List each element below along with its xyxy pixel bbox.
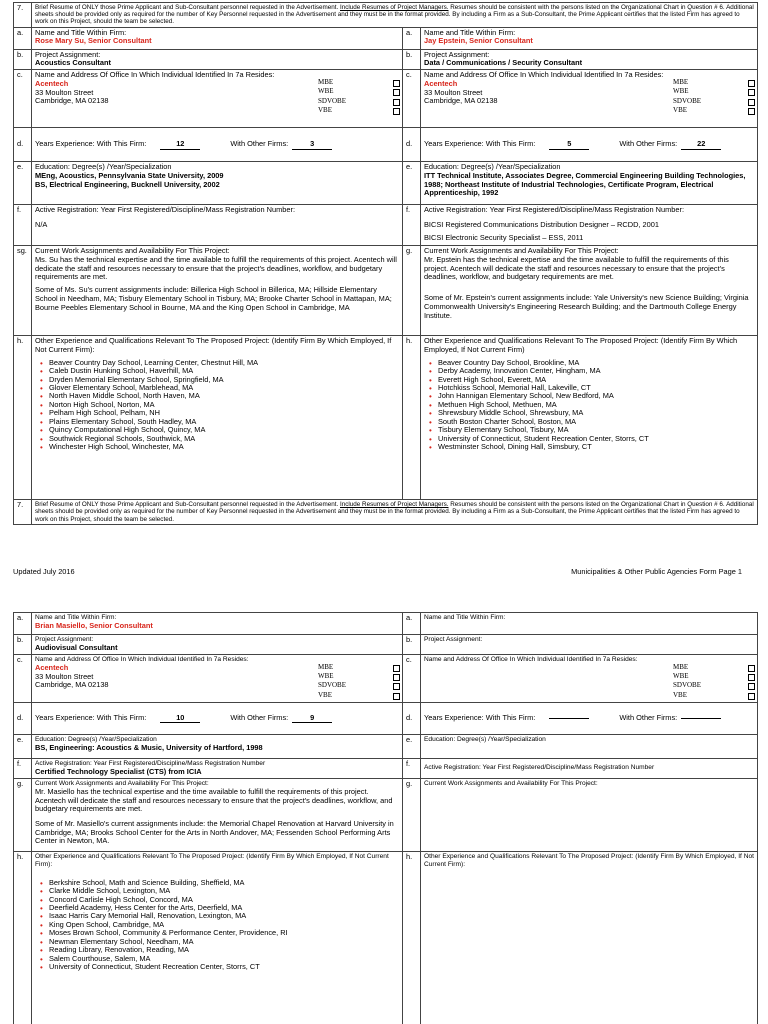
field-label: Education: Degree(s) /Year/Specialization	[424, 162, 561, 172]
person3-education: BS, Engineering: Acoustics & Music, University of Hartford, 1998	[35, 742, 263, 752]
field-label: Current Work Assignments and Availability For This Project:	[424, 780, 598, 787]
person2-assignment-cell	[421, 49, 758, 69]
cert-wbe-checkbox[interactable]	[393, 89, 400, 96]
years-other-label: With Other Firms:	[619, 713, 678, 723]
cert-sdvobe-checkbox[interactable]	[393, 99, 400, 106]
instructions-underlined: Include Resumes of Project Managers.	[340, 4, 449, 11]
cert-sdvobe-label: SDVOBE	[673, 96, 702, 105]
label-e: e.	[14, 162, 32, 205]
label-h: h.	[14, 852, 32, 1024]
label-d: d.	[14, 703, 32, 735]
field-label: Name and Title Within Firm:	[424, 614, 506, 621]
list-item: • Reading Library, Renovation, Reading, MA	[49, 946, 399, 954]
field-label: Education: Degree(s) /Year/Specialization	[424, 736, 546, 743]
person1-years-firm: 12	[160, 140, 200, 150]
field-label: Name and Title Within Firm:	[35, 27, 127, 37]
person2-registration-1: BICSI Registered Communications Distribution Designer – RCDD, 2001	[424, 219, 659, 229]
empty-assignment-cell	[421, 635, 758, 655]
list-item: • John Hannigan Elementary School, New Bedford, MA	[438, 392, 754, 400]
resume-table-page-1	[13, 2, 758, 525]
row-b-assignment	[14, 635, 758, 655]
empty-office-cell	[421, 655, 758, 703]
list-item: • Beaver Country Day School, Learning Center, Chestnut Hill, MA	[49, 359, 399, 367]
empty-name-cell	[421, 613, 758, 635]
cert-sdvobe-label: SDVOBE	[318, 681, 347, 690]
row-h-other-experience	[14, 852, 758, 1024]
list-item: • University of Connecticut, Student Recreation Center, Storrs, CT	[438, 435, 754, 443]
field-label: Name and Address Of Office In Which Individual Identified In 7a Resides:	[424, 656, 638, 663]
page-gap	[0, 582, 768, 612]
years-other-label: With Other Firms:	[230, 139, 289, 149]
firm-city: Cambridge, MA 02138	[35, 680, 109, 690]
field-label: Name and Title Within Firm:	[35, 614, 117, 621]
cert-wbe-label: WBE	[318, 672, 334, 681]
row-h-other-experience	[14, 336, 758, 500]
firm-street: 33 Moulton Street	[35, 671, 94, 681]
certification-list	[318, 78, 400, 115]
cert-mbe-label: MBE	[673, 78, 689, 87]
label-h: h.	[403, 852, 421, 1024]
cert-vbe-checkbox[interactable]	[393, 108, 400, 115]
person3-education-cell	[32, 735, 403, 759]
list-item: • Westminster School, Dining Hall, Simsbury, CT	[438, 443, 754, 451]
cert-vbe-checkbox[interactable]	[748, 108, 755, 115]
years-firm-label: Years Experience: With This Firm:	[424, 713, 536, 723]
empty-years-other[interactable]	[681, 718, 721, 719]
field-label: Name and Address Of Office In Which Individual Identified In 7a Resides:	[424, 70, 664, 80]
cert-mbe-label: MBE	[318, 663, 334, 671]
field-label: Name and Title Within Firm:	[424, 27, 516, 37]
cert-sdvobe-checkbox[interactable]	[393, 683, 400, 690]
person2-education: ITT Technical Institute, Associates Degree, Commercial Engineering Building Technologies, 1988; Northeast Institute of Industrial Technologies, Certificate Program, Electrical Apprenticeship, 1992	[424, 170, 746, 198]
field-label: Other Experience and Qualifications Relevant To The Proposed Project: (Identify Firm By Which Employed, If Not Current Firm):	[35, 853, 389, 868]
person1-name: Rose Mary Su, Senior Consultant	[35, 36, 152, 46]
person1-registration-cell	[32, 205, 403, 246]
person3-assignment: Audiovisual Consultant	[35, 642, 118, 652]
person1-education-2: BS, Electrical Engineering, Bucknell University, 2002	[35, 179, 220, 189]
section-7-instructions	[32, 500, 758, 525]
list-item: • Pelham High School, Pelham, NH	[49, 409, 399, 417]
list-item: • North Haven Middle School, North Haven, MA	[49, 392, 399, 400]
label-d: d.	[403, 128, 421, 162]
person3-years-cell	[32, 703, 403, 735]
person1-experience-cell	[32, 336, 403, 500]
person2-registration-2: BICSI Electronic Security Specialist – ESS, 2011	[424, 232, 584, 242]
firm-street: 33 Moulton Street	[424, 87, 483, 97]
person3-current-1: Mr. Masiello has the technical expertise and the time available to fulfill the requirements of this project. Acentech will dedicate the staff and resources necessary to ensure that the project's deadlines, workflow, and budgetary requirements are met.	[35, 786, 393, 814]
label-g: g.	[403, 246, 421, 336]
cert-wbe-label: WBE	[673, 87, 689, 96]
instructions-suffix: Resumes should be consistent with the persons listed on the Organizational Chart in Question # 6. Additional sheets should be provided only as required for the number of Key Personnel requested in the Advertisement and they must be in the format provided. By including a Firm as a Sub-Consultant, the Prime Applicant certifies that the listed Firm has agreed to work on this Project, should the team be selected.	[35, 4, 754, 26]
label-a: a.	[403, 27, 421, 49]
person2-registration-cell	[421, 205, 758, 246]
list-item: • South Boston Charter School, Boston, MA	[438, 418, 754, 426]
section-7-footer-row	[14, 500, 758, 525]
cert-vbe-label: VBE	[318, 690, 332, 699]
cert-mbe-label: MBE	[673, 663, 689, 671]
person1-name-cell	[32, 27, 403, 49]
field-label: Project Assignment:	[35, 49, 101, 59]
person1-years-other: 3	[292, 140, 332, 150]
cert-wbe-label: WBE	[318, 87, 334, 96]
person3-registration-cell	[32, 759, 403, 779]
row-e-education	[14, 162, 758, 205]
person1-project-list	[35, 359, 399, 452]
person2-years-other: 22	[681, 140, 721, 150]
list-item: • Deerfield Academy, Hess Center for the Arts, Deerfield, MA	[49, 904, 399, 912]
firm-city: Cambridge, MA 02138	[35, 96, 109, 106]
field-label: Current Work Assignments and Availability For This Project:	[35, 246, 230, 256]
cert-mbe-label: MBE	[318, 78, 334, 87]
list-item: • Everett High School, Everett, MA	[438, 376, 754, 384]
list-item: • Shrewsbury Middle School, Shrewsbury, MA	[438, 409, 754, 417]
form-page-2	[0, 612, 768, 1024]
row-d-years	[14, 703, 758, 735]
list-item: • Methuen High School, Methuen, MA	[438, 401, 754, 409]
firm-name: Acentech	[35, 662, 69, 672]
field-label: Education: Degree(s) /Year/Specialization	[35, 736, 157, 743]
label-c: c.	[403, 655, 421, 703]
person1-assignment-cell	[32, 49, 403, 69]
label-b: b.	[403, 49, 421, 69]
list-item: • Concord Carlisle High School, Concord, MA	[49, 896, 399, 904]
row-f-registration	[14, 759, 758, 779]
years-firm-label: Years Experience: With This Firm:	[424, 139, 536, 149]
cert-sdvobe-checkbox[interactable]	[748, 683, 755, 690]
empty-years-cell	[421, 703, 758, 735]
label-c: c.	[14, 655, 32, 703]
instructions-prefix: Brief Resume of ONLY those Prime Applicant and Sub-Consultant personnel requested in the Advertisement.	[35, 501, 339, 509]
footer-page: Municipalities & Other Public Agencies Form Page 1	[571, 567, 742, 576]
years-firm-label: Years Experience: With This Firm:	[35, 139, 147, 149]
person3-office-cell	[32, 655, 403, 703]
person3-name: Brian Masiello, Senior Consultant	[35, 620, 153, 630]
label-f: f.	[14, 759, 32, 779]
list-item: • Isaac Harris Cary Memorial Hall, Renovation, Lexington, MA	[49, 912, 399, 920]
field-label: Name and Address Of Office In Which Individual Identified In 7a Resides:	[35, 70, 275, 80]
field-label: Current Work Assignments and Availability For This Project:	[424, 246, 619, 256]
label-f: f.	[403, 205, 421, 246]
person3-name-cell	[32, 613, 403, 635]
list-item: • Norton High School, Norton, MA	[49, 401, 399, 409]
person2-years-firm: 5	[549, 140, 589, 150]
person3-current-cell	[32, 779, 403, 852]
person1-education-cell	[32, 162, 403, 205]
years-other-label: With Other Firms:	[230, 713, 289, 723]
list-item: • Hotchkiss School, Memorial Hall, Lakeville, CT	[438, 384, 754, 392]
list-item: • Newman Elementary School, Needham, MA	[49, 938, 399, 946]
label-c: c.	[14, 70, 32, 128]
row-b-assignment	[14, 49, 758, 69]
row-f-registration	[14, 205, 758, 246]
person3-assignment-cell	[32, 635, 403, 655]
list-item: • University of Connecticut, Student Recreation Center, Storrs, CT	[49, 963, 399, 971]
cert-mbe-checkbox[interactable]	[748, 80, 755, 87]
row-c-office	[14, 655, 758, 703]
person2-current-2: Some of Mr. Epstein's current assignments include: Yale University's new Science Building; Virginia Commonwealth University's Engineering Research Building; and the Dartmouth College Energy Institute.	[424, 293, 749, 320]
label-g: g.	[14, 779, 32, 852]
label-sg: sg.	[14, 246, 32, 336]
firm-name: Acentech	[35, 78, 69, 88]
field-label: Other Experience and Qualifications Relevant To The Proposed Project: (Identify Firm By Which Employed, If Not Current Firm)	[424, 336, 738, 354]
person3-years-firm: 10	[160, 714, 200, 724]
years-other-label: With Other Firms:	[619, 139, 678, 149]
cert-vbe-label: VBE	[673, 690, 687, 699]
field-label: Other Experience and Qualifications Relevant To The Proposed Project: (Identify Firm By Which Employed, If Not Current Firm):	[35, 336, 392, 354]
label-e: e.	[403, 162, 421, 205]
list-item: • Berkshire School, Math and Science Building, Sheffield, MA	[49, 879, 399, 887]
resume-table-page-2	[13, 612, 758, 1024]
footer-updated: Updated July 2016	[13, 567, 75, 576]
cert-vbe-label: VBE	[673, 105, 688, 114]
cert-mbe-checkbox[interactable]	[393, 80, 400, 87]
list-item: • Beaver Country Day School, Brookline, MA	[438, 359, 754, 367]
section-7-instructions	[32, 3, 758, 28]
field-label: Active Registration: Year First Registered/Discipline/Mass Registration Number:	[424, 205, 685, 215]
field-label: Active Registration: Year First Registered/Discipline/Mass Registration Number	[35, 760, 266, 767]
cert-wbe-checkbox[interactable]	[748, 89, 755, 96]
label-a: a.	[14, 27, 32, 49]
instructions-suffix: Resumes should be consistent with the persons listed on the Organizational Chart in Question # 6. Additional sheets should be provided only as required for the number of Key Personnel requested in the Advertisement and they must be in the format provided. By including a Firm as a Sub-Consultant, the Prime Applicant certifies that the listed Firm has agreed to work on this Project, should the team be selected.	[35, 501, 754, 523]
firm-name: Acentech	[424, 78, 458, 88]
cert-mbe-checkbox[interactable]	[393, 665, 400, 672]
field-label: Other Experience and Qualifications Relevant To The Proposed Project: (Identify Firm By Which Employed, If Not Current Firm):	[424, 853, 754, 868]
empty-current-cell	[421, 779, 758, 852]
person2-education-cell	[421, 162, 758, 205]
person2-assignment: Data / Communications / Security Consultant	[424, 58, 583, 68]
person3-project-list	[35, 879, 399, 972]
cert-sdvobe-label: SDVOBE	[318, 96, 347, 105]
person2-name-cell	[421, 27, 758, 49]
label-7: 7.	[14, 500, 32, 525]
person2-project-list	[424, 359, 754, 452]
label-c: c.	[403, 70, 421, 128]
person2-current-cell	[421, 246, 758, 336]
firm-city: Cambridge, MA 02138	[424, 96, 498, 106]
label-b: b.	[14, 635, 32, 655]
label-d: d.	[14, 128, 32, 162]
list-item: • Clarke Middle School, Lexington, MA	[49, 887, 399, 895]
person1-current-cell	[32, 246, 403, 336]
person3-registration: Certified Technology Specialist (CTS) from ICIA	[35, 766, 202, 776]
person3-years-other: 9	[292, 714, 332, 724]
cert-vbe-checkbox[interactable]	[393, 693, 400, 700]
label-f: f.	[403, 759, 421, 779]
person1-education-1: MEng, Acoustics, Pennsylvania State University, 2009	[35, 170, 224, 180]
row-e-education	[14, 735, 758, 759]
list-item: • Caleb Dustin Hunking School, Haverhill, MA	[49, 367, 399, 375]
person2-name: Jay Epstein, Senior Consultant	[424, 36, 533, 46]
list-item: • Moses Brown School, Community & Performance Center, Providence, RI	[49, 929, 399, 937]
label-e: e.	[14, 735, 32, 759]
label-h: h.	[403, 336, 421, 500]
list-item: • King Open School, Cambridge, MA	[49, 921, 399, 929]
person2-years-cell	[421, 128, 758, 162]
list-item: • Salem Courthouse, Salem, MA	[49, 955, 399, 963]
row-g-current-work	[14, 779, 758, 852]
row-c-office	[14, 70, 758, 128]
field-label: Current Work Assignments and Availability For This Project:	[35, 780, 209, 787]
person3-current-2: Some of Mr. Masiello's current assignments include: the Memorial Chapel Renovation at Harvard University in Cambridge, MA; Brooks School Center for the Arts in North Andover, MA; Fessenden School Performing Arts Center in Newton, MA.	[35, 818, 394, 846]
list-item: • Dryden Memorial Elementary School, Springfield, MA	[49, 376, 399, 384]
person2-experience-cell	[421, 336, 758, 500]
list-item: • Plains Elementary School, South Hadley, MA	[49, 418, 399, 426]
certification-list	[318, 663, 400, 700]
section-7-header-row	[14, 3, 758, 28]
label-d: d.	[403, 703, 421, 735]
field-label: Name and Address Of Office In Which Individual Identified In 7a Resides:	[35, 656, 249, 663]
label-g: g.	[403, 779, 421, 852]
years-firm-label: Years Experience: With This Firm:	[35, 713, 147, 723]
instructions-underlined: Include Resumes of Project Managers.	[340, 501, 449, 509]
list-item: • Winchester High School, Winchester, MA	[49, 443, 399, 451]
empty-education-cell	[421, 735, 758, 759]
certification-list	[673, 78, 755, 115]
cert-wbe-label: WBE	[673, 672, 689, 681]
certification-list	[673, 663, 755, 700]
cert-vbe-checkbox[interactable]	[748, 693, 755, 700]
person2-office-cell	[421, 70, 758, 128]
cert-sdvobe-checkbox[interactable]	[748, 99, 755, 106]
person2-current-1: Mr. Epstein has the technical expertise and the time available to fulfill the requirements of this project. Acentech will dedicate the staff and resources necessary to ensure that the project's deadlines, workflow, and budgetary requirements are met.	[424, 254, 729, 282]
person1-current-1: Ms. Su has the technical expertise and the time available to fulfill the requirements of this project. Acentech will dedicate the staff and resources necessary to ensure that the project's deadlines, workflow, and budgetary requirements are met.	[35, 254, 397, 282]
list-item: • Quincy Computational High School, Quincy, MA	[49, 426, 399, 434]
person1-current-2: Some of Ms. Su's current assignments include: Billerica High School in Billerica, MA; Hillside Elementary School in Needham, MA; Tisbury Elementary School in Tisbury, MA; Brooke Charter School in Mattapan, MA; Bourne Peebles Elementary School in Bourne, MA and the King Open School in Cambridge, MA	[35, 285, 392, 312]
field-label: Project Assignment:	[424, 49, 490, 59]
instructions-prefix: Brief Resume of ONLY those Prime Applicant and Sub-Consultant personnel requested in the Advertisement.	[35, 4, 339, 11]
label-b: b.	[403, 635, 421, 655]
cert-sdvobe-label: SDVOBE	[673, 681, 702, 690]
label-7: 7.	[14, 3, 32, 28]
cert-wbe-checkbox[interactable]	[393, 674, 400, 681]
row-a-name	[14, 27, 758, 49]
cert-mbe-checkbox[interactable]	[748, 665, 755, 672]
list-item: • Glover Elementary School, Marblehead, MA	[49, 384, 399, 392]
cert-vbe-label: VBE	[318, 105, 332, 114]
label-e: e.	[403, 735, 421, 759]
empty-registration-cell	[421, 759, 758, 779]
firm-street: 33 Moulton Street	[35, 87, 94, 97]
person1-years-cell	[32, 128, 403, 162]
person1-registration: N/A	[35, 219, 48, 229]
list-item: • Derby Academy, Innovation Center, Hingham, MA	[438, 367, 754, 375]
label-f: f.	[14, 205, 32, 246]
field-label: Project Assignment:	[35, 636, 94, 643]
row-a-name	[14, 613, 758, 635]
field-label: Project Assignment:	[424, 636, 483, 643]
empty-years-firm[interactable]	[549, 718, 589, 719]
person1-office-cell	[32, 70, 403, 128]
field-label: Education: Degree(s) /Year/Specialization	[35, 162, 172, 172]
row-d-years	[14, 128, 758, 162]
list-item: • Southwick Regional Schools, Southwick, MA	[49, 435, 399, 443]
label-a: a.	[403, 613, 421, 635]
label-a: a.	[14, 613, 32, 635]
label-b: b.	[14, 49, 32, 69]
label-h: h.	[14, 336, 32, 500]
cert-wbe-checkbox[interactable]	[748, 674, 755, 681]
field-label: Active Registration: Year First Registered/Discipline/Mass Registration Number:	[35, 205, 296, 215]
field-label: Active Registration: Year First Registered/Discipline/Mass Registration Number	[424, 764, 655, 771]
row-g-current-work	[14, 246, 758, 336]
person1-assignment: Acoustics Consultant	[35, 58, 111, 68]
person3-experience-cell	[32, 852, 403, 1024]
list-item: • Tisbury Elementary School, Tisbury, MA	[438, 426, 754, 434]
empty-experience-cell	[421, 852, 758, 1024]
